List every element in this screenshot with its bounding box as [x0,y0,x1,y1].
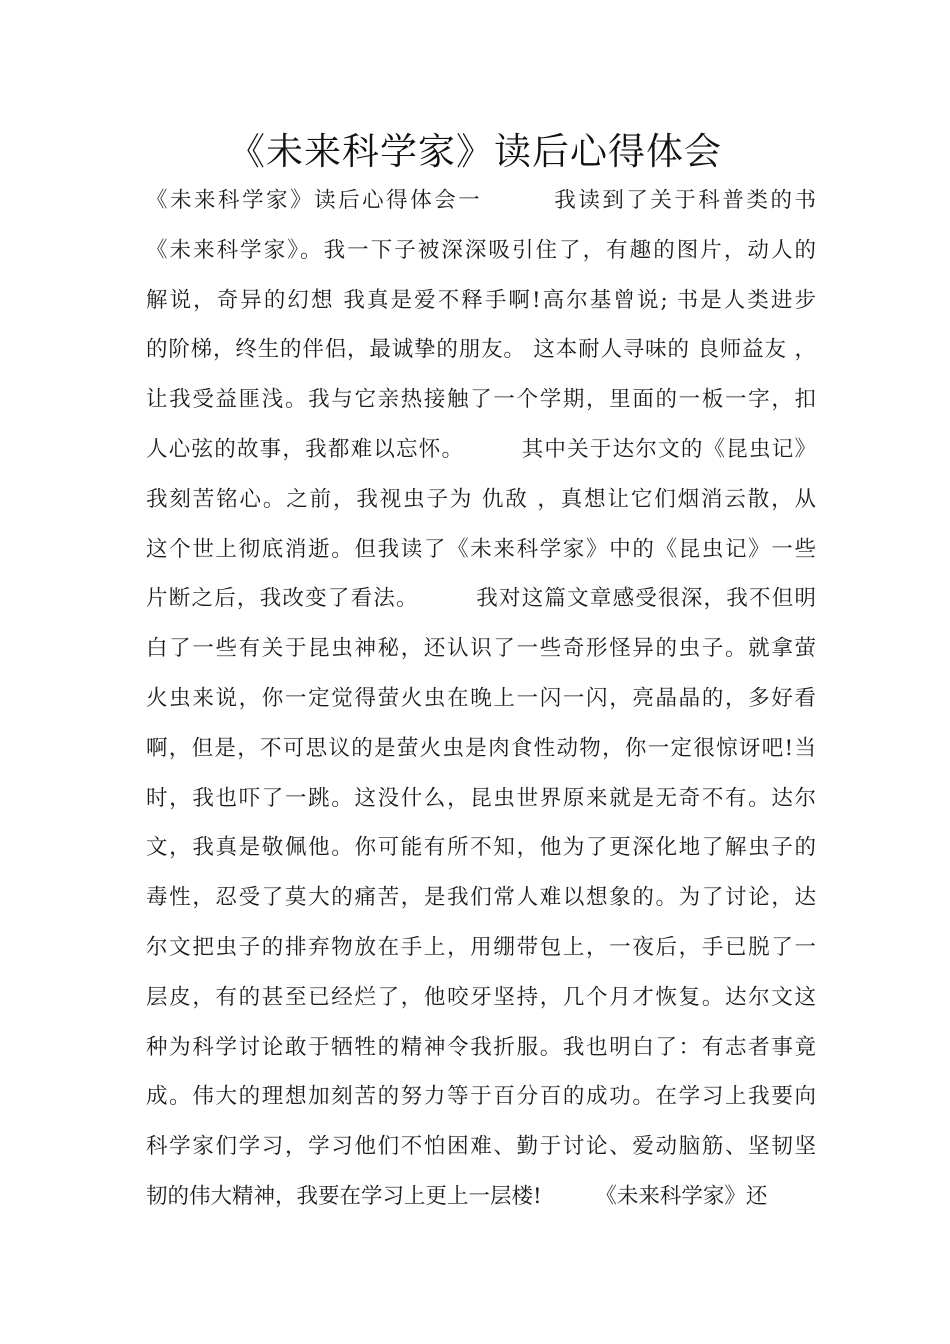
body-line-8: 这个世上彻底消逝。但我读了《未来科学家》中的《昆虫记》一些 [146,536,816,562]
body-line-6: 人心弦的故事，我都难以忘怀。 其中关于达尔文的《昆虫记》 [146,436,816,462]
body-line-12: 啊，但是，不可思议的是萤火虫是肉食性动物，你一定很惊讶吧!当 [146,735,816,761]
body-line-20: 科学家们学习，学习他们不怕困难、勤于讨论、爱动脑筋、坚韧坚 [146,1134,816,1160]
body-line-1: 《未来科学家》读后心得体会一 我读到了关于科普类的书 [146,188,816,213]
document-title: 《未来科学家》读后心得体会 [228,130,722,173]
body-line-10: 白了一些有关于昆虫神秘，还认识了一些奇形怪异的虫子。就拿萤 [146,636,816,662]
body-line-19: 成。伟大的理想加刻苦的努力等于百分百的成功。在学习上我要向 [146,1084,816,1110]
body-line-4: 的阶梯，终生的伴侣，最诚挚的朋友。 这本耐人寻味的 良师益友 ， [146,337,816,363]
body-line-18: 种为科学讨论敢于牺牲的精神令我折服。我也明白了：有志者事竟 [146,1034,816,1060]
body-line-3: 解说，奇异的幻想 我真是爱不释手啊!高尔基曾说; 书是人类进步 [146,287,816,313]
body-line-2: 《未来科学家》。我一下子被深深吸引住了，有趣的图片，动人的 [146,237,816,263]
body-line-13: 时，我也吓了一跳。这没什么，昆虫世界原来就是无奇不有。达尔 [146,785,816,811]
body-line-17: 层皮，有的甚至已经烂了，他咬牙坚持，几个月才恢复。达尔文这 [146,984,816,1010]
body-line-16: 尔文把虫子的排弃物放在手上，用绷带包上，一夜后，手已脱了一 [146,934,816,960]
body-line-9: 片断之后，我改变了看法。 我对这篇文章感受很深，我不但明 [146,586,816,612]
document-body [146,184,816,1230]
body-line-5: 让我受益匪浅。我与它亲热接触了一个学期，里面的一板一字，扣 [146,387,816,413]
body-line-15: 毒性，忍受了莫大的痛苦，是我们常人难以想象的。为了讨论，达 [146,885,816,911]
body-line-7: 我刻苦铭心。之前，我视虫子为 仇敌 ，真想让它们烟消云散，从 [146,486,816,512]
body-line-11: 火虫来说，你一定觉得萤火虫在晚上一闪一闪，亮晶晶的，多好看 [146,685,816,711]
body-line-21: 韧的伟大精神，我要在学习上更上一层楼! 《未来科学家》还 [146,1183,768,1209]
body-line-14: 文，我真是敬佩他。你可能有所不知，他为了更深化地了解虫子的 [146,835,816,861]
